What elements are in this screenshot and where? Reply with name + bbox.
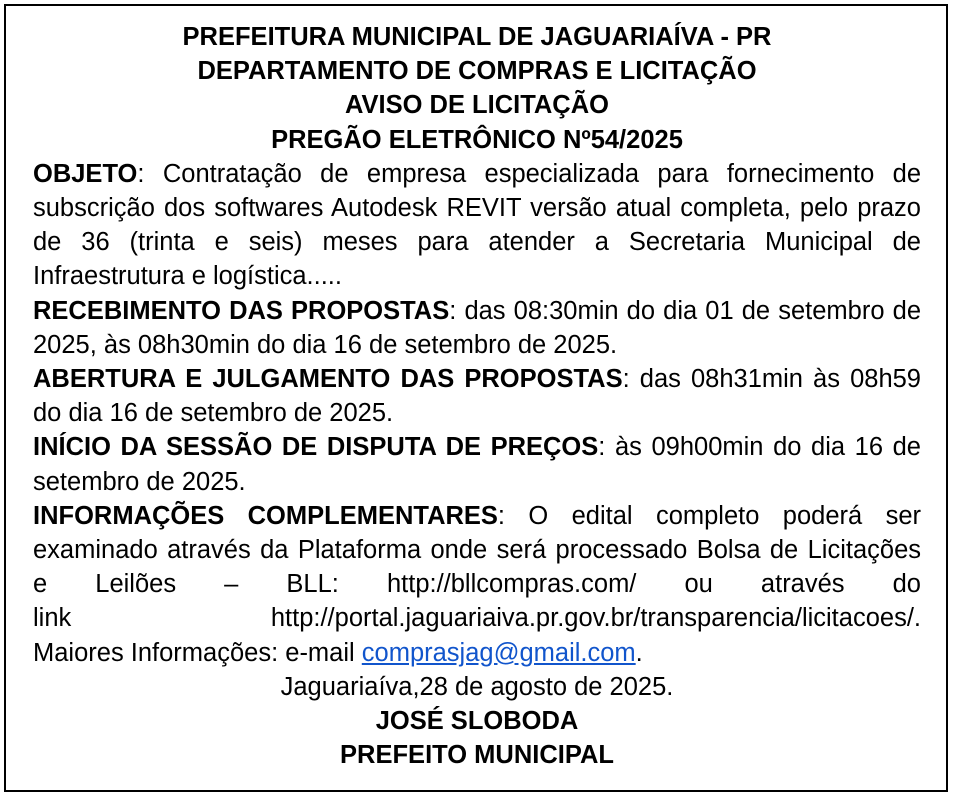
informacoes-text: : O edital completo poderá ser examinado através da Plataforma onde será processado Bolsa de Licitações e Leilões – BLL: http://bllcompras.com/ ou através do (33, 501, 921, 599)
section-objeto (33, 157, 921, 294)
portal-url[interactable]: http://portal.jaguariaiva.pr.gov.br/transparencia/licitacoes/. (270, 604, 921, 633)
header-notice-type: AVISO DE LICITAÇÃO (345, 91, 609, 120)
section-abertura (33, 362, 921, 430)
contact-suffix: . (635, 638, 643, 667)
inicio-label: INÍCIO DA SESSÃO DE DISPUTA DE PREÇOS (33, 433, 599, 462)
link-word: link (33, 604, 72, 633)
email-link[interactable]: comprasjag@gmail.com (361, 638, 636, 667)
contact-prefix: Maiores Informações: e-mail (33, 638, 362, 667)
informacoes-label: INFORMAÇÕES COMPLEMENTARES (33, 501, 498, 530)
portal-link-line (33, 601, 921, 635)
notice-content (33, 20, 921, 772)
signatory-name: JOSÉ SLOBODA (375, 707, 579, 736)
header-process-number: PREGÃO ELETRÔNICO Nº54/2025 (271, 125, 683, 154)
section-informacoes (33, 499, 921, 602)
header-municipality: PREFEITURA MUNICIPAL DE JAGUARIAÍVA - PR (182, 23, 772, 51)
objeto-text: : Contratação de empresa especializada para fornecimento de subscrição dos softwares Autodesk REVIT versão atual completa, pelo prazo de 36 (trinta e seis) meses para atender a Secretaria Municipal de Infraestrutura e logística..... (33, 159, 921, 291)
place-date: Jaguariaíva,28 de agosto de 2025. (280, 672, 674, 701)
recebimento-label: RECEBIMENTO DAS PROPOSTAS (33, 296, 450, 325)
signatory-title: PREFEITO MUNICIPAL (340, 741, 614, 770)
contact-line (33, 636, 921, 670)
objeto-label: OBJETO (33, 159, 138, 188)
section-inicio (33, 430, 921, 498)
inicio-text: : às 09h00min do dia 16 de setembro de 2025. (33, 433, 921, 496)
abertura-text: : das 08h31min às 08h59 do dia 16 de setembro de 2025. (33, 365, 921, 428)
recebimento-text: : das 08:30min do dia 01 de setembro de 2025, às 08h30min do dia 16 de setembro de 2025. (33, 296, 921, 359)
abertura-label: ABERTURA E JULGAMENTO DAS PROPOSTAS (33, 365, 623, 394)
header-department: DEPARTAMENTO DE COMPRAS E LICITAÇÃO (197, 57, 757, 86)
section-recebimento (33, 294, 921, 362)
